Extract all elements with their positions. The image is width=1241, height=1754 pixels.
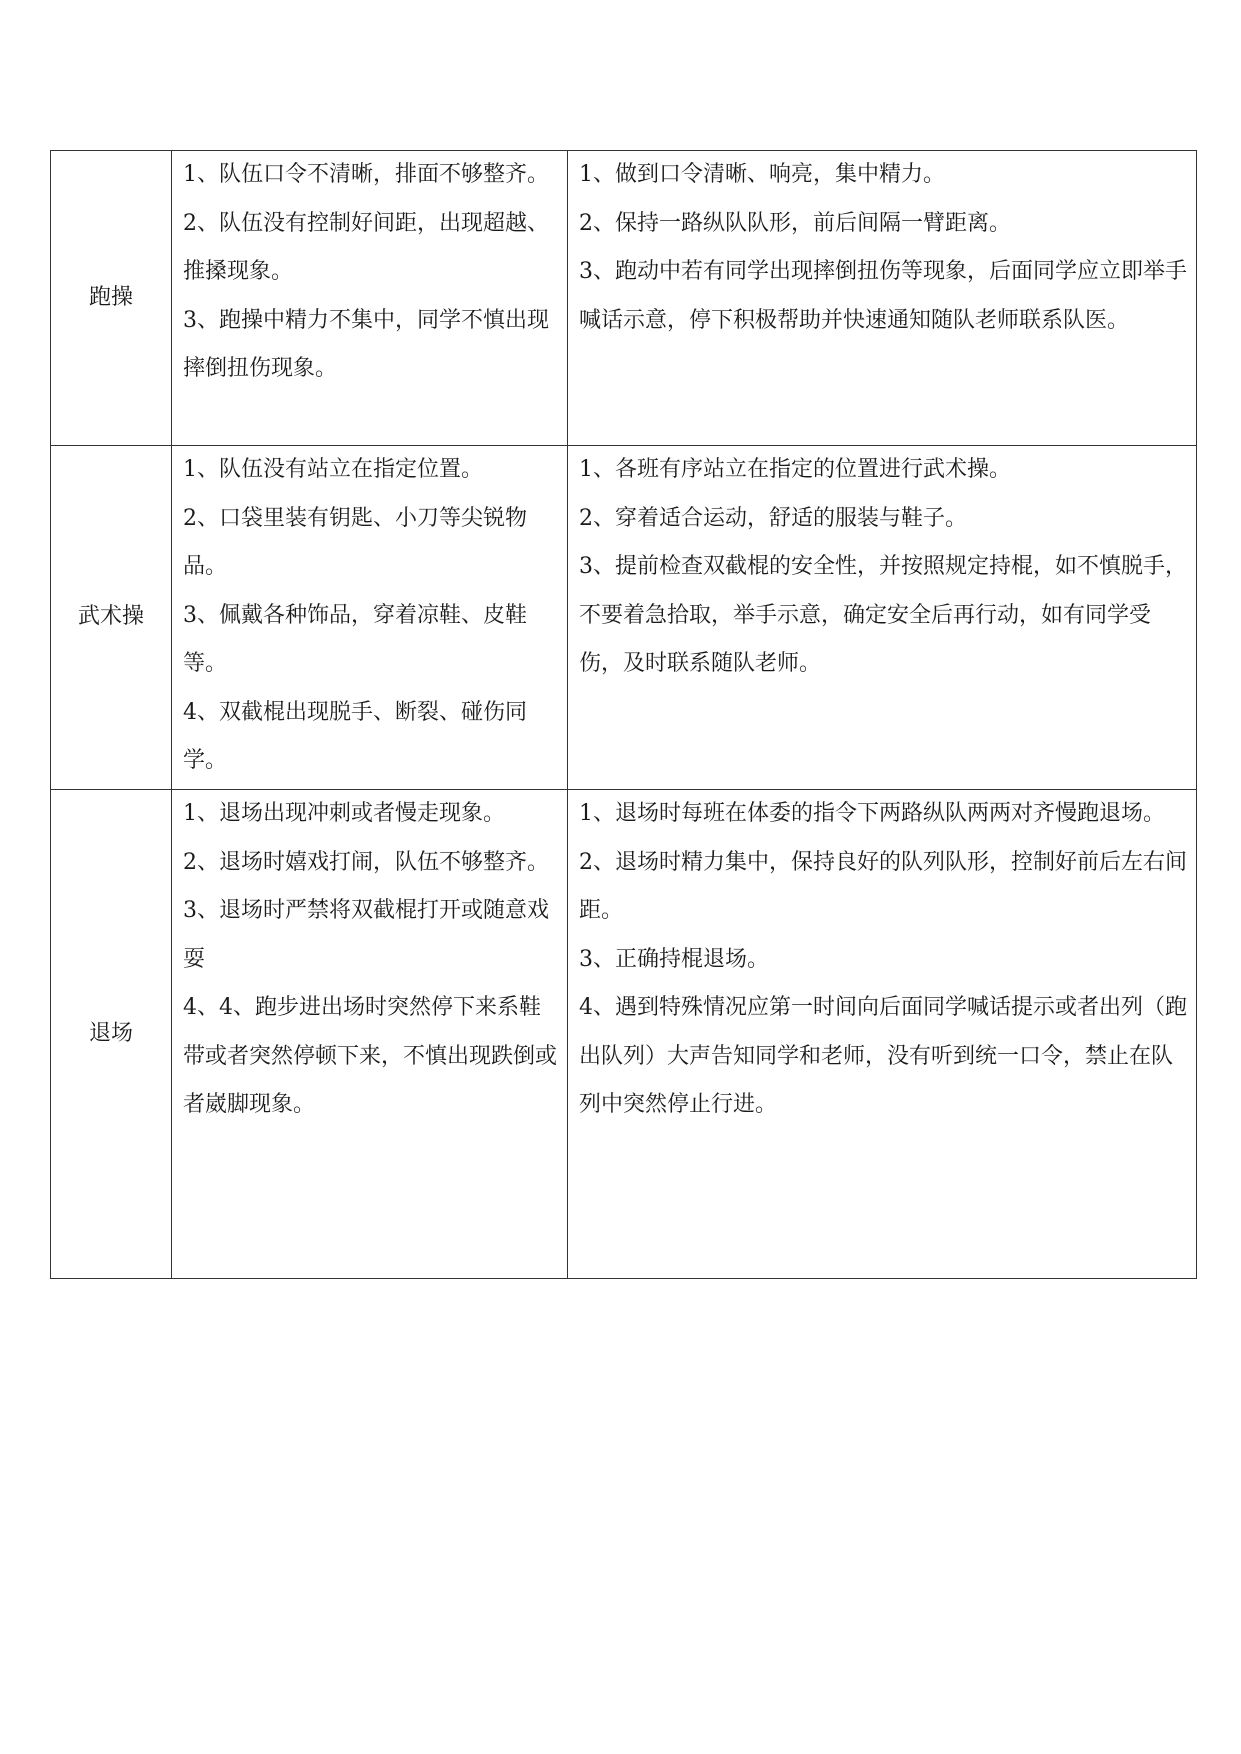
measure-cell: [568, 790, 1197, 1279]
table-row: [51, 151, 1197, 446]
risk-item: 1、队伍没有站立在指定位置。: [183, 457, 483, 482]
category-cell: [51, 446, 172, 790]
category-label: 跑操: [88, 284, 133, 310]
measure-cell: [568, 151, 1197, 446]
risk-item: 1、队伍口令不清晰，排面不够整齐。: [183, 162, 549, 187]
measure-item: 1、做到口令清晰、响亮，集中精力。: [579, 162, 945, 187]
measure-item: 3、跑动中若有同学出现摔倒扭伤等现象，后面同学应立即举手喊话示意，停下积极帮助并快速通知随队老师联系队医。: [579, 259, 1187, 333]
category-cell: [51, 790, 172, 1279]
category-label: 武术操: [77, 604, 144, 630]
risk-item: 3、退场时严禁将双截棍打开或随意戏耍: [183, 898, 549, 972]
category-label: 退场: [88, 1020, 133, 1046]
measure-cell: [568, 446, 1197, 790]
risk-cell: [172, 790, 568, 1279]
measure-item: 2、退场时精力集中，保持良好的队列队形，控制好前后左右间距。: [579, 849, 1187, 923]
measure-item: 2、穿着适合运动，舒适的服装与鞋子。: [579, 505, 967, 531]
table-row: [51, 790, 1197, 1279]
measure-item: 3、提前检查双截棍的安全性，并按照规定持棍，如不慎脱手，不要着急拾取，举手示意，确定安全后再行动，如有同学受伤，及时联系随队老师。: [579, 554, 1187, 676]
measure-item: 3、正确持棍退场。: [579, 946, 769, 972]
measure-item: 4、遇到特殊情况应第一时间向后面同学喊话提示或者出列（跑出队列）大声告知同学和老师，没有听到统一口令，禁止在队列中突然停止行进。: [579, 995, 1187, 1117]
risk-cell: [172, 151, 568, 446]
risk-item: 1、退场出现冲刺或者慢走现象。: [183, 801, 505, 826]
measure-item: 2、保持一路纵队队形，前后间隔一臂距离。: [579, 210, 1011, 236]
risk-item: 2、退场时嬉戏打闹，队伍不够整齐。: [183, 849, 549, 875]
risk-item: 4、双截棍出现脱手、断裂、碰伤同学。: [183, 699, 527, 773]
risk-cell: [172, 446, 568, 790]
table-row: [51, 446, 1197, 790]
risk-item: 4、4、跑步进出场时突然停下来系鞋带或者突然停顿下来，不慎出现跌倒或者崴脚现象。: [183, 995, 558, 1117]
risk-item: 2、队伍没有控制好间距，出现超越、推搡现象。: [183, 210, 549, 284]
measure-item: 1、退场时每班在体委的指令下两路纵队两两对齐慢跑退场。: [579, 801, 1165, 826]
risk-item: 3、跑操中精力不集中，同学不慎出现摔倒扭伤现象。: [183, 307, 549, 381]
risk-item: 3、佩戴各种饰品，穿着凉鞋、皮鞋等。: [183, 602, 527, 676]
category-cell: [51, 151, 172, 446]
risk-item: 2、口袋里装有钥匙、小刀等尖锐物品。: [183, 505, 527, 579]
measure-item: 1、各班有序站立在指定的位置进行武术操。: [579, 457, 1011, 482]
safety-table: [50, 150, 1197, 1279]
